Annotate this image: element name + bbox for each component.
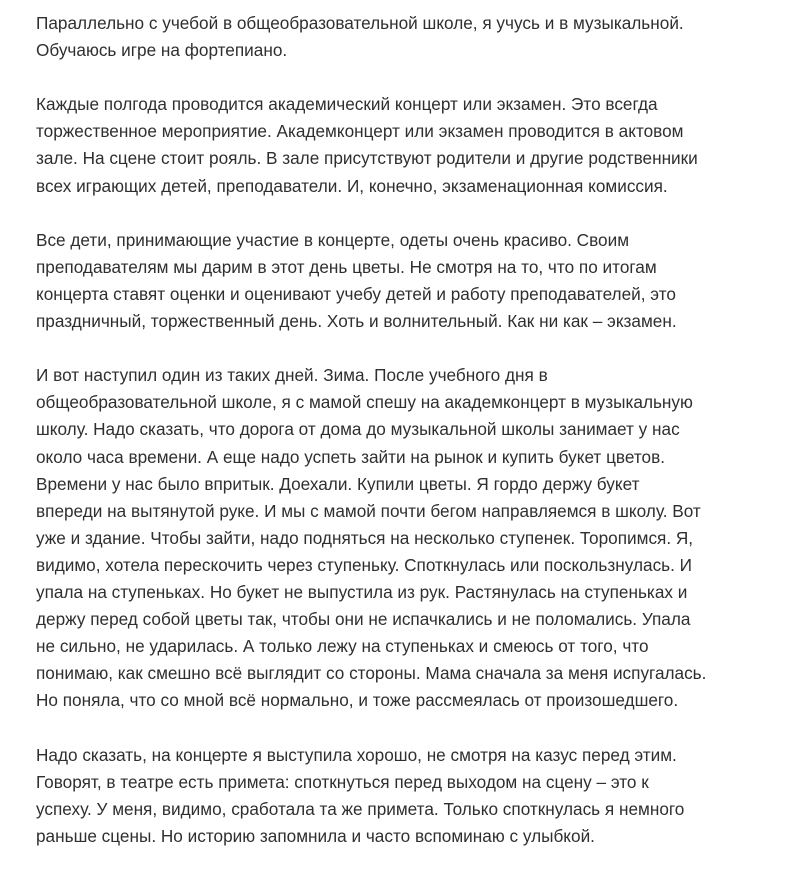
text-line: праздничный, торжественный день. Хоть и волнительный. Как ни как – экзамен. [36, 311, 677, 332]
text-line: держу перед собой цветы так, чтобы они не испачкались и не поломались. Упала [36, 609, 691, 630]
paragraph-1 [36, 10, 796, 64]
paragraph-2 [36, 91, 796, 199]
text-line: видимо, хотела перескочить через ступеньку. Споткнулась или поскользнулась. И [36, 554, 693, 575]
text-line: упала на ступеньках. Но букет не выпустила из рук. Растянулась на ступеньках и [36, 581, 688, 602]
text-line: всех играющих детей, преподаватели. И, конечно, экзаменационная комиссия. [36, 175, 668, 196]
text-line: Надо сказать, на концерте я выступила хорошо, не смотря на казус перед этим. [36, 744, 677, 765]
text-line: раньше сцены. Но историю запомнила и часто вспоминаю с улыбкой. [36, 825, 595, 846]
text-line: уже и здание. Чтобы зайти, надо подняться на несколько ступенек. Торопимся. Я, [36, 527, 694, 548]
text-line: И вот наступил один из таких дней. Зима. После учебного дня в [36, 365, 548, 386]
text-line: успеху. У меня, видимо, сработала та же примета. Только споткнулась я немного [36, 798, 685, 819]
text-line: школу. Надо сказать, что дорога от дома до музыкальной школы занимает у нас [36, 419, 680, 440]
text-line: не сильно, не ударилась. А только лежу на ступеньках и смеюсь от того, что [36, 636, 649, 657]
text-line: Каждые полгода проводится академический концерт или экзамен. Это всегда [36, 94, 658, 115]
text-line: концерта ставят оценки и оценивают учебу детей и работу преподавателей, это [36, 283, 676, 304]
paragraph-3 [36, 227, 796, 335]
text-line: Все дети, принимающие участие в концерте, одеты очень красиво. Своим [36, 229, 630, 250]
text-line: общеобразовательной школе, я с мамой спешу на академконцерт в музыкальную [36, 392, 693, 413]
text-line: Времени у нас было впритык. Доехали. Купили цветы. Я гордо держу букет [36, 473, 640, 494]
document-body [36, 10, 796, 850]
text-line: преподавателям мы дарим в этот день цветы. Не смотря на то, что по итогам [36, 256, 657, 277]
text-line: Говорят, в театре есть примета: споткнуться перед выходом на сцену – это к [36, 771, 649, 792]
text-line: впереди на вытянутой руке. И мы с мамой почти бегом направляемся в школу. Вот [36, 500, 701, 521]
paragraph-4 [36, 362, 796, 714]
text-line: понимаю, как смешно всё выглядит со стороны. Мама сначала за меня испугалась. [36, 663, 707, 684]
text-line: Но поняла, что со мной всё нормально, и тоже рассмеялась от произошедшего. [36, 690, 679, 711]
text-line: зале. На сцене стоит рояль. В зале присутствуют родители и другие родственники [36, 148, 698, 169]
text-line: Обучаюсь игре на фортепиано. [36, 40, 288, 61]
text-line: Параллельно с учебой в общеобразовательной школе, я учусь и в музыкальной. [36, 13, 684, 33]
text-line: торжественное мероприятие. Академконцерт или экзамен проводится в актовом [36, 121, 684, 142]
text-line: около часа времени. А еще надо успеть зайти на рынок и купить букет цветов. [36, 446, 665, 467]
paragraph-5 [36, 742, 796, 850]
